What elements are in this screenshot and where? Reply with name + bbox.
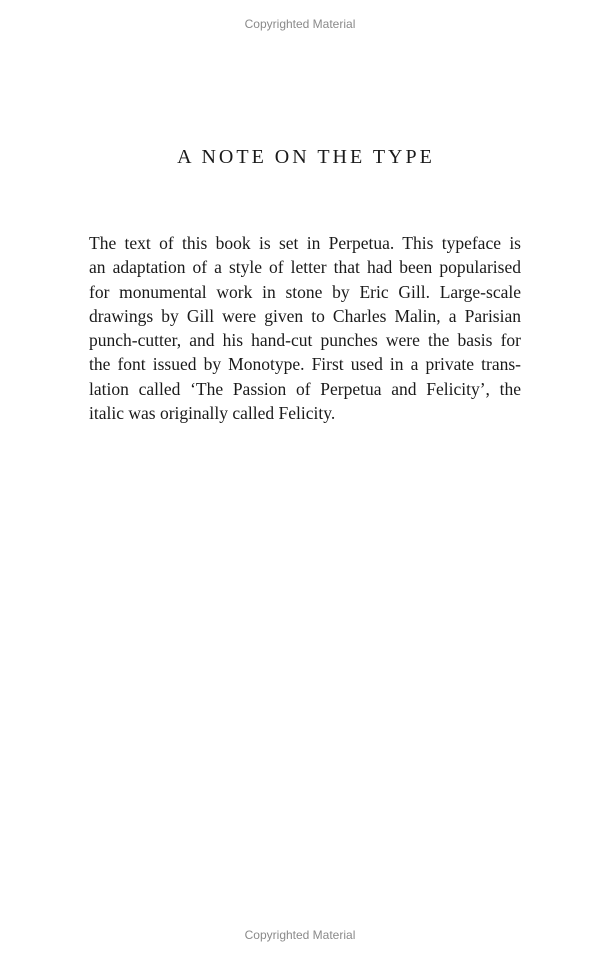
- body-line: drawings by Gill were given to Charles Malin, a Parisian: [89, 305, 521, 326]
- body-line: for monumental work in stone by Eric Gill. Large-scale: [89, 281, 521, 302]
- body-line-last: italic was originally called Felicity.: [89, 403, 336, 424]
- body-line: punch-cutter, and his hand-cut punches were the basis for: [89, 330, 521, 351]
- page-title: A NOTE ON THE TYPE: [177, 146, 435, 168]
- copyright-watermark-bottom: Copyrighted Material: [244, 928, 356, 942]
- body-paragraph: [89, 231, 521, 425]
- body-line: an adaptation of a style of letter that had been popularised: [89, 257, 521, 278]
- copyright-watermark-top: Copyrighted Material: [244, 17, 356, 31]
- body-line: the font issued by Monotype. First used in a private trans-: [89, 354, 521, 375]
- body-line: lation called ‘The Passion of Perpetua and Felicity’, the: [89, 378, 521, 399]
- body-line: The text of this book is set in Perpetua. This typeface is: [89, 233, 521, 253]
